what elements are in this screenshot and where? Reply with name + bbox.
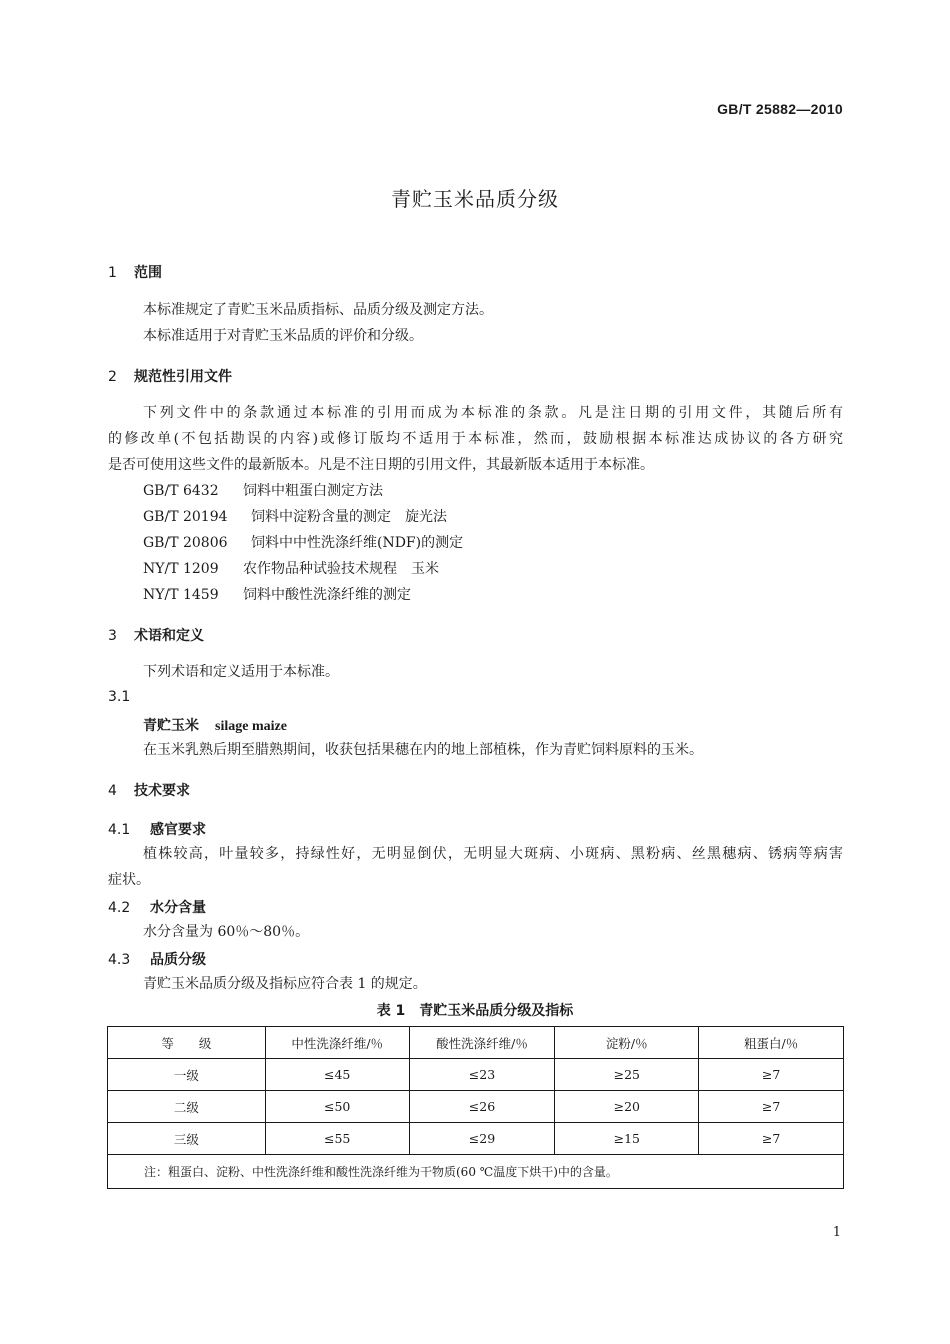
reference-code: GB/T 20194: [143, 509, 228, 525]
section-2-heading: [108, 366, 232, 386]
paragraph-line: 下列文件中的条款通过本标准的引用而成为本标准的条款。凡是注日期的引用文件，其随后所有: [143, 405, 843, 421]
subsection-4-2-heading: [108, 897, 206, 917]
subsection-number: 4.2: [108, 900, 131, 916]
header-cell: 粗蛋白/％: [699, 1027, 844, 1059]
paragraph-line: 是否可使用这些文件的最新版本。凡是不注日期的引用文件，其最新版本适用于本标准。: [108, 457, 654, 473]
header-cell: 等 级: [108, 1027, 266, 1059]
table-cell: ≥7: [699, 1059, 844, 1091]
section-4-heading: [108, 780, 190, 800]
subsection-number: 4.1: [108, 822, 131, 838]
table-cell: ≤55: [265, 1123, 409, 1155]
section-title: 规范性引用文件: [134, 369, 232, 385]
table-row: [108, 1091, 844, 1123]
term-number: 3.1: [108, 689, 131, 705]
subsection-number: 4.3: [108, 952, 131, 968]
reference-item: [143, 556, 439, 582]
reference-item: [143, 530, 463, 556]
table-cell: 二级: [108, 1091, 266, 1123]
subsection-title: 品质分级: [150, 952, 206, 968]
term-english: silage maize: [215, 719, 287, 734]
subsection-4-3-heading: [108, 949, 206, 969]
header-cell: 中性洗涤纤维/％: [265, 1027, 409, 1059]
paragraph: 水分含量为 60％～80％。: [143, 924, 310, 940]
table-cell: ≥15: [555, 1123, 699, 1155]
subsection-4-1-heading: [108, 819, 206, 839]
section-title: 范围: [134, 265, 162, 281]
document-title: 青贮玉米品质分级: [391, 187, 559, 211]
table-cell: ≤26: [409, 1091, 555, 1123]
table-cell: ≤50: [265, 1091, 409, 1123]
reference-code: GB/T 6432: [143, 483, 219, 499]
table-note-row: [108, 1155, 844, 1189]
section-number: 3: [108, 628, 117, 644]
reference-title: 饲料中中性洗涤纤维(NDF)的测定: [251, 535, 464, 551]
term-chinese: 青贮玉米: [143, 718, 199, 734]
table-note: 注：粗蛋白、淀粉、中性洗涤纤维和酸性洗涤纤维为干物质(60 ℃温度下烘干)中的含量。: [108, 1155, 844, 1189]
section-3-heading: [108, 625, 204, 645]
table-cell: ≥7: [699, 1123, 844, 1155]
paragraph: 下列术语和定义适用于本标准。: [143, 664, 339, 680]
table-row: [108, 1059, 844, 1091]
section-number: 2: [108, 369, 117, 385]
quality-grade-table: [107, 1026, 844, 1189]
paragraph-line: 植株较高，叶量较多，持绿性好，无明显倒伏，无明显大斑病、小斑病、黑粉病、丝黑穗病、锈病等病害: [143, 846, 843, 862]
subsection-title: 感官要求: [150, 822, 206, 838]
paragraph: 青贮玉米品质分级及指标应符合表 1 的规定。: [143, 976, 427, 992]
reference-item: [143, 478, 383, 504]
header-cell: 淀粉/％: [555, 1027, 699, 1059]
table-cell: ≤23: [409, 1059, 555, 1091]
reference-title: 饲料中淀粉含量的测定 旋光法: [251, 509, 447, 525]
table-cell: ≤29: [409, 1123, 555, 1155]
reference-title: 饲料中酸性洗涤纤维的测定: [243, 587, 411, 603]
section-title: 技术要求: [134, 783, 190, 799]
paragraph-line: 症状。: [108, 872, 150, 888]
table-row: [108, 1123, 844, 1155]
reference-code: GB/T 20806: [143, 535, 228, 551]
term-heading: [143, 715, 287, 735]
table-cell: 一级: [108, 1059, 266, 1091]
table-cell: ≥7: [699, 1091, 844, 1123]
standard-code: GB/T 25882—2010: [717, 101, 843, 117]
table-cell: ≥25: [555, 1059, 699, 1091]
reference-title: 农作物品种试验技术规程 玉米: [243, 561, 439, 577]
reference-code: NY/T 1209: [143, 561, 219, 577]
paragraph: 本标准规定了青贮玉米品质指标、品质分级及测定方法。: [143, 302, 493, 318]
subsection-title: 水分含量: [150, 900, 206, 916]
page-number: 1: [832, 1225, 841, 1240]
table-header-row: [108, 1027, 844, 1059]
section-title: 术语和定义: [134, 628, 204, 644]
table-cell: 三级: [108, 1123, 266, 1155]
header-cell: 酸性洗涤纤维/％: [409, 1027, 555, 1059]
table-cell: ≤45: [265, 1059, 409, 1091]
paragraph: 本标准适用于对青贮玉米品质的评价和分级。: [143, 328, 423, 344]
reference-code: NY/T 1459: [143, 587, 219, 603]
section-number: 1: [108, 265, 117, 281]
table-caption: 表 1 青贮玉米品质分级及指标: [376, 1003, 574, 1019]
section-1-heading: [108, 262, 162, 282]
term-definition: 在玉米乳熟后期至腊熟期间，收获包括果穗在内的地上部植株，作为青贮饲料原料的玉米。: [143, 742, 703, 758]
reference-item: [143, 582, 411, 608]
reference-title: 饲料中粗蛋白测定方法: [243, 483, 383, 499]
section-number: 4: [108, 783, 117, 799]
reference-item: [143, 504, 447, 530]
table-cell: ≥20: [555, 1091, 699, 1123]
paragraph-line: 的修改单(不包括勘误的内容)或修订版均不适用于本标准，然而，鼓励根据本标准达成协议的各方研究: [108, 431, 843, 447]
